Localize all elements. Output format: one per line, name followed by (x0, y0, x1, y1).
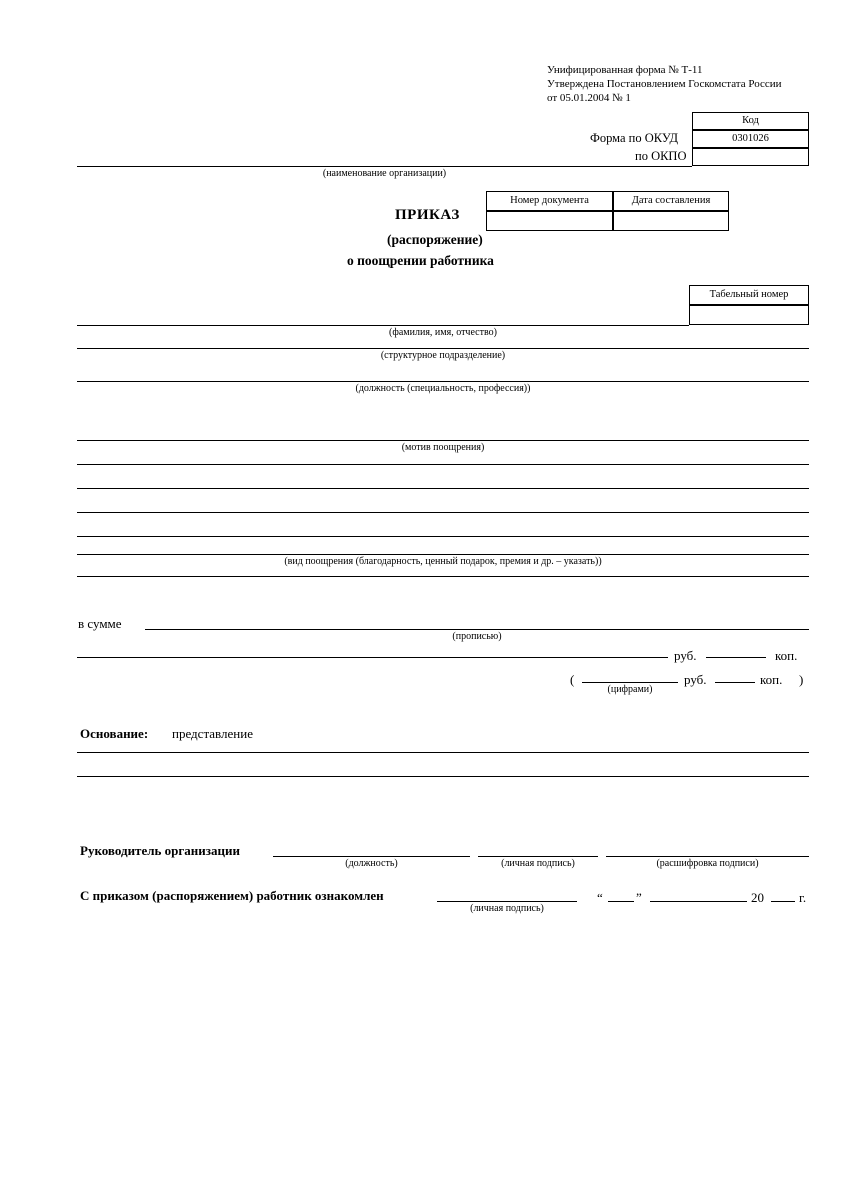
code-table-header-label: Код (742, 115, 759, 126)
ack-year-blank[interactable] (771, 901, 795, 902)
motive-line-3[interactable] (77, 488, 809, 489)
sum-kop-label: коп. (775, 648, 798, 663)
head-signature-caption: (личная подпись) (501, 858, 575, 869)
doc-date-value-cell[interactable] (613, 211, 729, 231)
subdivision-line[interactable] (77, 348, 809, 349)
basis-label: Основание: (80, 726, 149, 741)
position-line[interactable] (77, 381, 809, 382)
basis-value[interactable]: представление (172, 726, 253, 741)
head-signature-decode-line[interactable] (606, 856, 809, 857)
motive-caption: (мотив поощрения) (401, 442, 485, 453)
form-header-line-2: Утверждена Постановлением Госкомстата России (547, 78, 782, 90)
sum-digits-blank[interactable] (582, 682, 678, 683)
sum-rub-blank[interactable] (706, 657, 766, 658)
head-of-organization-label: Руководитель организации (80, 843, 240, 858)
ack-year-label: 20 (751, 890, 764, 905)
doc-date-header-label: Дата составления (631, 195, 711, 206)
motive-line-5[interactable] (77, 536, 809, 537)
ack-signature-line[interactable] (437, 901, 577, 902)
kind-line-2[interactable] (77, 576, 809, 577)
okud-label: Форма по ОКУД (590, 131, 678, 145)
motive-line-4[interactable] (77, 512, 809, 513)
fio-line[interactable] (77, 325, 689, 326)
basis-line-2[interactable] (77, 776, 809, 777)
okud-value-cell[interactable] (692, 130, 809, 148)
doc-number-value-cell[interactable] (486, 211, 613, 231)
acknowledgement-label: С приказом (распоряжением) работник ознакомлен (80, 888, 384, 903)
okpo-value-cell[interactable] (692, 148, 809, 166)
sum-rub-label: руб. (674, 648, 697, 663)
form-header-line-1: Унифицированная форма № Т-11 (547, 64, 703, 76)
ack-quote-close: ” (636, 890, 642, 905)
okpo-label: по ОКПО (635, 149, 687, 163)
subdivision-caption: (структурное подразделение) (380, 350, 506, 361)
tabel-number-value-cell[interactable] (689, 305, 809, 325)
head-signature-line[interactable] (478, 856, 598, 857)
sum-paren-open: ( (570, 672, 575, 687)
doc-date-header-cell (613, 191, 729, 211)
kind-line-1[interactable] (77, 554, 809, 555)
okud-value: 0301026 (732, 133, 769, 144)
org-name-line[interactable] (77, 166, 692, 167)
ack-month-blank[interactable] (650, 901, 747, 902)
head-signature-decode-caption: (расшифровка подписи) (656, 858, 759, 869)
motive-line-2[interactable] (77, 464, 809, 465)
form-title-line3: о поощрении работника (347, 253, 494, 268)
motive-line-1[interactable] (77, 440, 809, 441)
sum-kop-blank[interactable] (715, 682, 755, 683)
kind-caption: (вид поощрения (благодарность, ценный подарок, премия и др. – указать)) (284, 556, 602, 567)
code-table-header-cell (692, 112, 809, 130)
tabel-number-header-label: Табельный номер (709, 289, 789, 300)
ack-quote-open: “ (597, 890, 603, 905)
form-title-line1: ПРИКАЗ (395, 207, 460, 223)
org-name-caption: (наименование организации) (322, 168, 447, 179)
sum-words-line[interactable] (145, 629, 809, 630)
sum-label: в сумме (78, 616, 122, 631)
sum-rub-label-2: руб. (684, 672, 707, 687)
ack-signature-caption: (личная подпись) (470, 903, 544, 914)
basis-line-1[interactable] (77, 752, 809, 753)
doc-number-header-cell (486, 191, 613, 211)
sum-words-caption: (прописью) (452, 631, 502, 642)
tabel-number-header-cell (689, 285, 809, 305)
ack-day-blank[interactable] (608, 901, 634, 902)
head-position-line[interactable] (273, 856, 470, 857)
form-header-line-3: от 05.01.2004 № 1 (547, 92, 631, 104)
sum-kop-label-2: коп. (760, 672, 783, 687)
head-position-caption: (должность) (345, 858, 398, 869)
position-caption: (должность (специальность, профессия)) (355, 383, 531, 394)
ack-year-suffix: г. (799, 890, 807, 905)
doc-number-header-label: Номер документа (510, 195, 589, 206)
sum-digits-caption: (цифрами) (607, 684, 653, 695)
fio-caption: (фамилия, имя, отчество) (389, 327, 497, 338)
sum-paren-close: ) (799, 672, 804, 687)
form-title-line2: (распоряжение) (387, 232, 483, 247)
sum-words-line-2[interactable] (77, 657, 668, 658)
